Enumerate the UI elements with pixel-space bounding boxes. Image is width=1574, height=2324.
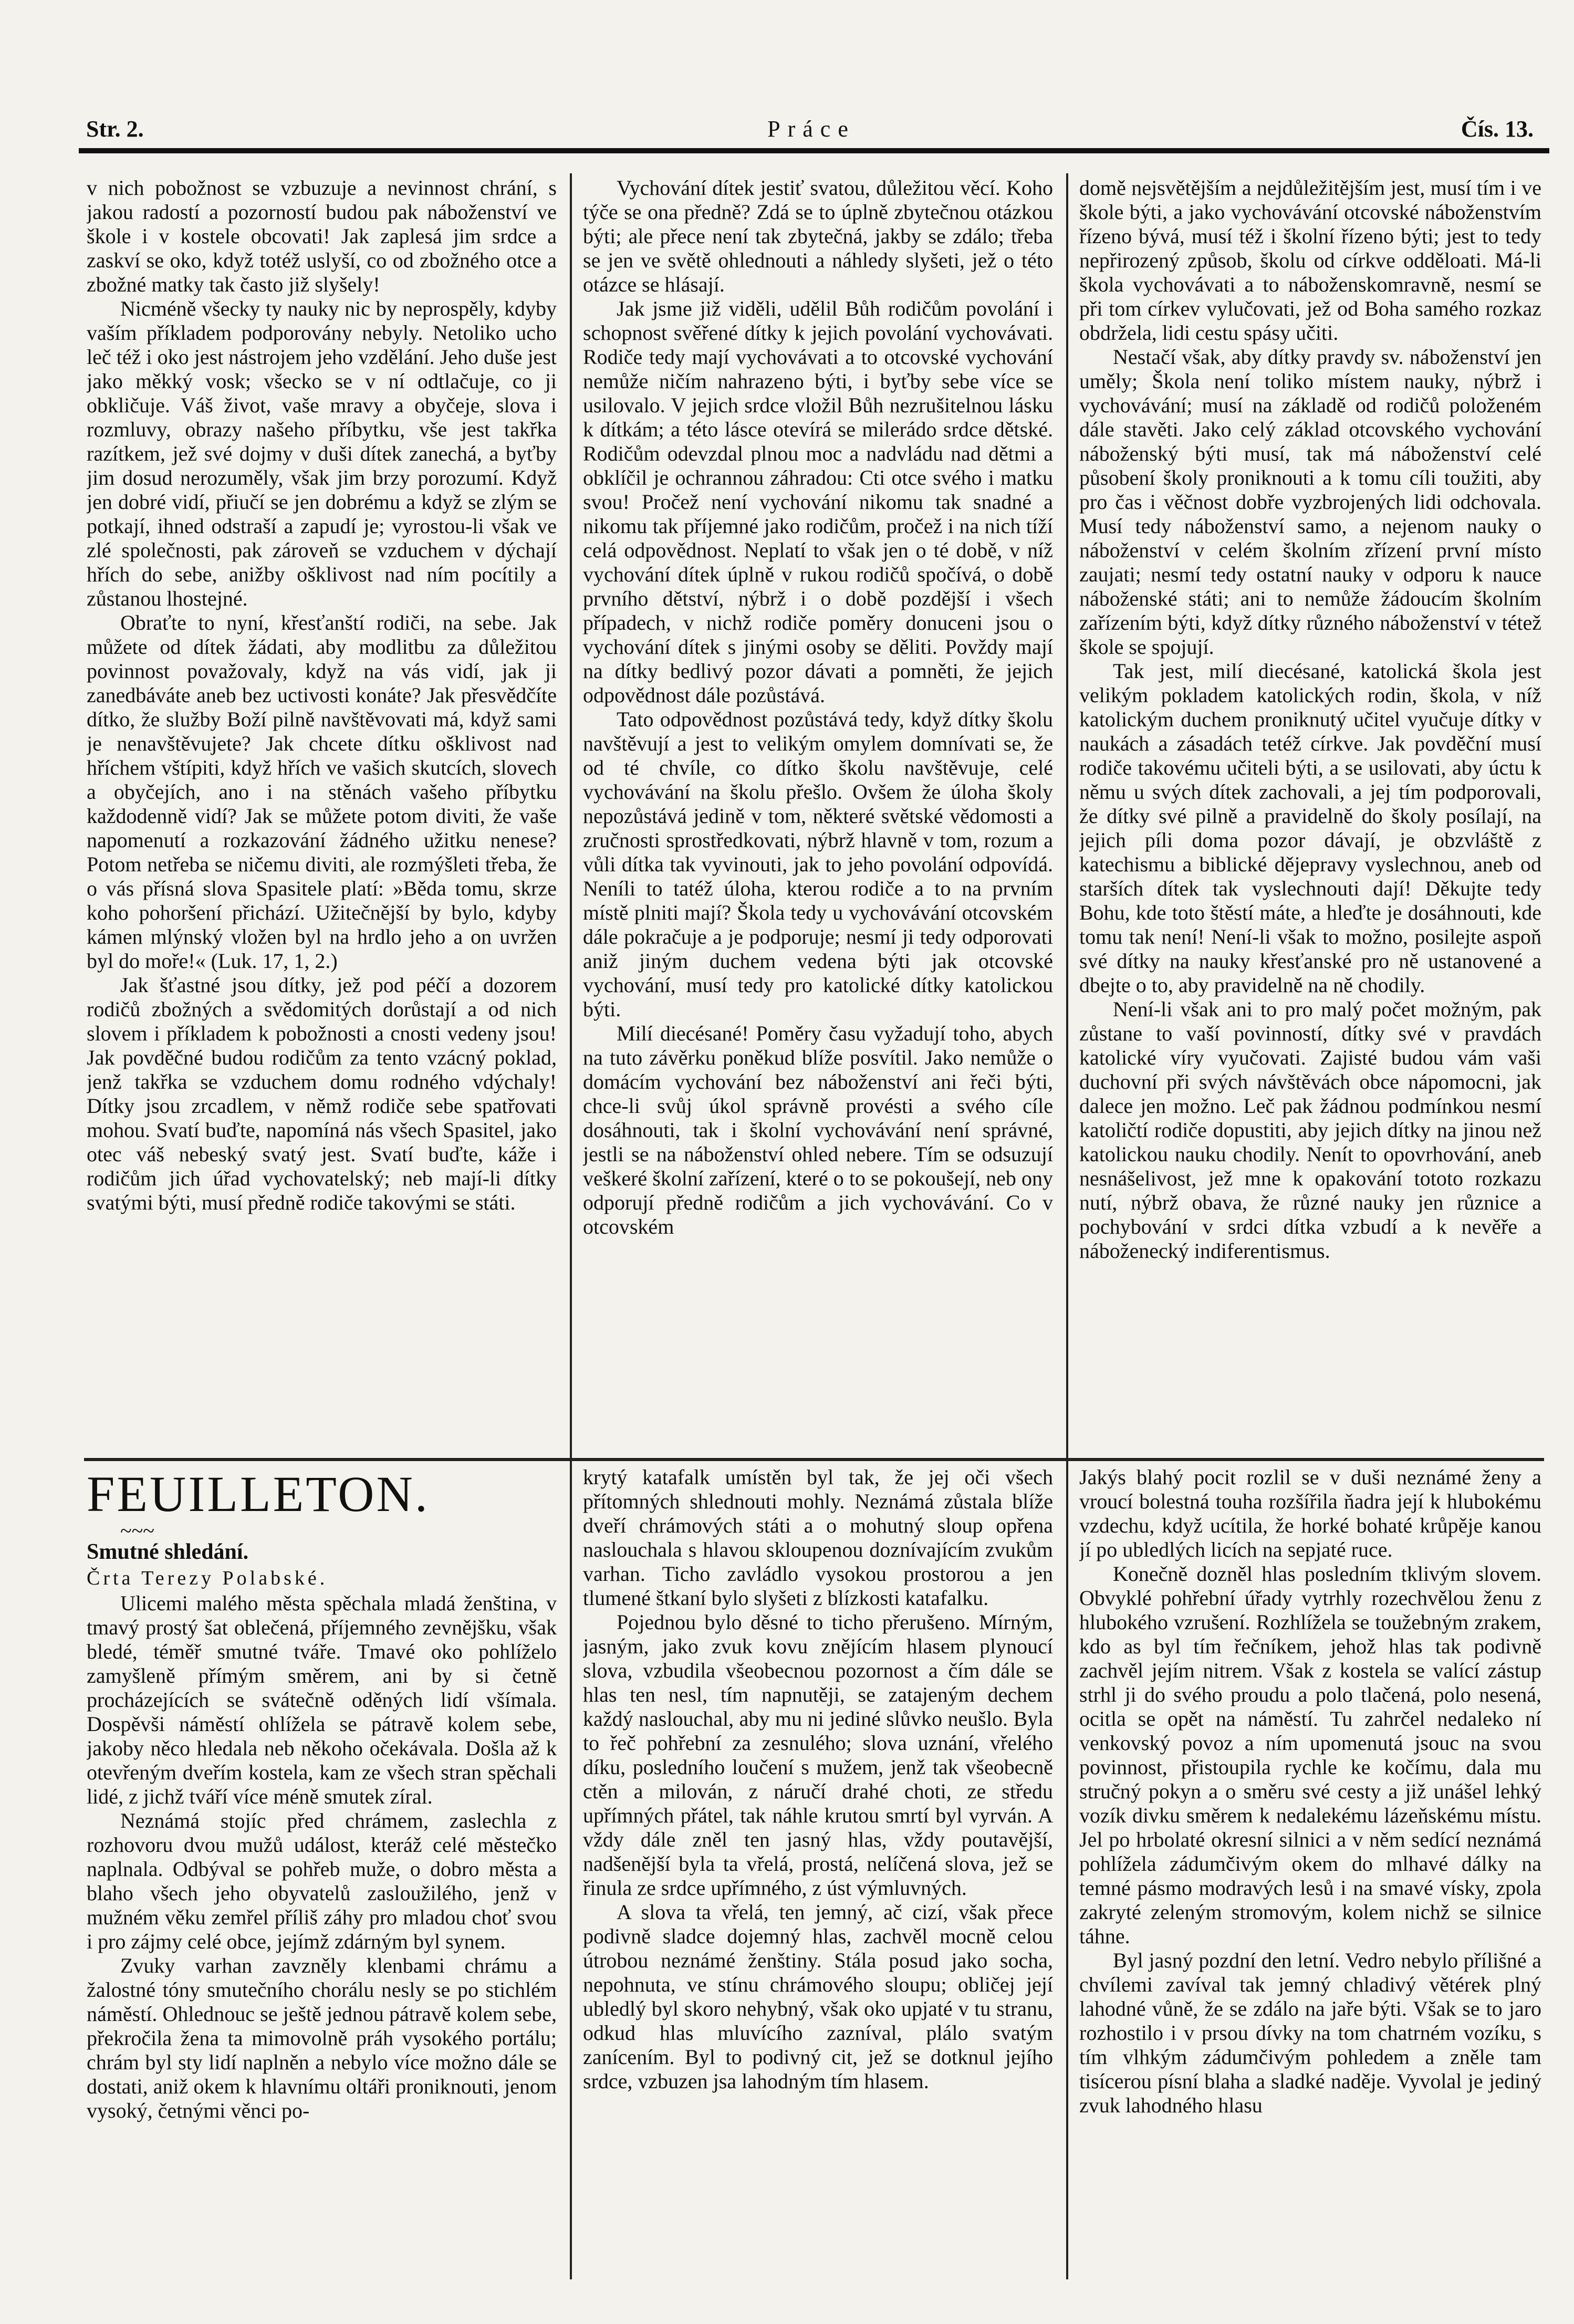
paragraph: krytý katafalk umístěn byl tak, že jej oči všech přítomných shlednouti mohly. Neznámá zůstala blíže dveří chrámových státi a o mohutný sloup opřena naslouchala s hlavou skloupenou doznívajícím zvukům varhan. Ticho zavládlo vysokou prostorou a jen tlumené štkaní bylo slyšeti z blízkosti katafalku. bbox=[583, 1465, 1053, 1610]
paragraph: Pojednou bylo děsné to ticho přerušeno. Mírným, jasným, jako zvuk kovu znějícím hlasem plynoucí slova, vzbudila všeobecnou pozornost a čím dále se hlas ten nesl, tím napnutěji, se zatajeným dechem každý naslouchal, aby mu ni jediné slůvko neušlo. Byla to řeč pohřební za zesnulého; slova uznání, vřelého díku, posledního loučení s mužem, jenž tak všeobecně ctěn a milován, z náručí drahé choti, ze středu upřímných přátel, tak náhle krutou smrtí byl vyrván. A vždy dále zněl ten jasný hlas, vždy poutavější, nadšenější byla ta vřelá, prostá, nelíčená slova, jež se řinula ze srdce upřímného, z úst výmluvných. bbox=[583, 1610, 1053, 1900]
article-column-1 bbox=[87, 176, 557, 1452]
paragraph: Jakýs blahý pocit rozlil se v duši neznámé ženy a vroucí bolestná touha rozšířila ňadra její k hlubokému vzdechu, když ucítila, že horké bohaté krůpěje kanou jí po ubledlých licích na sepjaté ruce. bbox=[1079, 1465, 1541, 1561]
feuilleton-column-1 bbox=[87, 1465, 557, 2285]
paragraph: Tato odpovědnost pozůstává tedy, když dítky školu navštěvují a jest to velikým omylem domnívati se, že od té chvíle, co dítko školu navštěvuje, celé vychovávání na školu přešlo. Ovšem že úloha školy nepozůstává jedině v tom, některé světské vědomosti a zručnosti sprostředkovati, nýbrž hlavně v tom, rozum a vůli dítka tak vyvinouti, jak to jeho povolání odpovídá. Neníli to tatéž úloha, kterou rodiče a to na prvním místě plniti mají? Škola tedy u vychovávání otcovském dále pokračuje a je podporuje; nesmí ji tedy odporovati aniž jiným duchem vedena býti jak otcovské vychování, musí tedy pro katolické dítky katolickou býti. bbox=[583, 707, 1053, 1021]
paragraph: Byl jasný pozdní den letní. Vedro nebylo přílišné a chvílemi zavíval tak jemný chladivý větérek plný lahodné vůně, že se zdálo na jaře býti. Však se to jaro rozhostilo i v prsou dívky na tom chatrném vozíku, s tím vlhkým zádumčivým pohledem a zněle tam tisícerou písní blaha a sladké naděje. Vyvolal je jediný zvuk lahodného hlasu bbox=[1079, 1948, 1541, 2117]
header-rule bbox=[79, 148, 1549, 153]
article-column-2 bbox=[583, 176, 1053, 1452]
feuilleton-column-2 bbox=[583, 1465, 1053, 2285]
paragraph: Milí diecésané! Poměry času vyžadují toho, abych na tuto závěrku poněkud blíže posvítil. Jako nemůže o domácím vychování bez náboženství ani řeči býti, chce-li svůj úkol správně provésti a svého cíle dosáhnouti, tak i školní vychovávání není správné, jestli se na náboženství ohled nebere. Tím se odsuzují veškeré školní zařízení, které o to se pokoušejí, neb ony odporují předně rodičům a jich vychovávání. Co v otcovském bbox=[583, 1022, 1053, 1238]
paragraph: Vychování dítek jestiť svatou, důležitou věcí. Koho týče se ona předně? Zdá se to úplně zbytečnou otázkou býti; ale přece není tak zbytečná, jakby se zdálo; třeba se jen ve světě ohlednouti a náhledy slyšeti, jež o této otázce se hlásají. bbox=[583, 176, 1053, 296]
story-author: Črta Terezy Polabské. bbox=[87, 1567, 328, 1589]
page-number: Str. 2. bbox=[86, 116, 144, 142]
paragraph: A slova ta vřelá, ten jemný, ač cizí, však přece podivně sladce dojemný hlas, zachvěl mocně celou útrobou neznámé ženštiny. Stála posud jako socha, nepohnuta, ve stínu chrámového sloupu; obličej její ubledlý byl skoro nehybný, však oko upjaté v tu stranu, odkud hlas mluvícího zazníval, plálo svatým zanícením. Byl to podivný cit, jež se dotknul jejího srdce, vzbuzen jsa lahodným tím hlasem. bbox=[583, 1900, 1053, 2093]
paragraph: Jak jsme již viděli, udělil Bůh rodičům povolání i schopnost svěřené dítky k jejich povolání vychovávati. Rodiče tedy mají vychovávati a to otcovské vychování nemůže ničím nahrazeno býti, i byťby sebe více se usilovalo. V jejich srdce vložil Bůh nezrušitelnou lásku k dítkám; a této lásce otevírá se milerádo srdce dětské. Rodičům odevzdal plnou moc a nadvládu nad dětmi a obklíčil je ochrannou záhradou: Cti otce svého i matku svou! Pročež není vychování nikomu tak snadné a nikomu tak příjemné jako rodičům, pročež i na nich tíží celá odpovědnost. Neplatí to však jen o té době, v níž vychování dítek úplně v rukou rodičů spočívá, o době prvního dětství, nýbrž i o době pozdější i všech případech, v nichž rodiče poměry donuceni jsou o vychování dítek s jinými osoby se děliti. Povždy mají na dítky bedlivý pozor dávati a pomněti, že jejich odpovědnost dále pozůstává. bbox=[583, 297, 1053, 707]
paragraph: Zvuky varhan zavzněly klenbami chrámu a žalostné tóny smutečního chorálu nesly se po stichlém náměstí. Ohlednouc se ještě jednou pátravě kolem sebe, překročila žena ta mimovolně práh vysokého portálu; chrám byl sty lidí naplněn a nebylo více možno dále se dostati, aniž okem k hlavnímu oltáři proniknouti, jenom vysoký, četnými věnci po- bbox=[87, 1954, 557, 2122]
column-divider-2 bbox=[1066, 173, 1068, 2279]
paragraph: Neznámá stojíc před chrámem, zaslechla z rozhovoru dvou mužů událost, kteráž celé městečko naplnala. Odbýval se pohřeb muže, o dobro města a blaho všech jeho obyvatelů zasloužilého, jenž v mužném věku zemřel příliš záhy pro mladou choť svou i pro zájmy celé obce, jejímž zdárným byl synem. bbox=[87, 1809, 557, 1953]
paragraph: Nestačí však, aby dítky pravdy sv. náboženství jen uměly; Škola není toliko místem nauky, nýbrž i vychovávání; musí na základě od rodičů položeném dále stavěti. Jako celý základ otcovského vychování náboženský býti musí, tak má náboženství celé působení školy proniknouti a k tomu cíli toužiti, aby pro čas i věčnost dobře vyzbrojených lidi odchovala. Musí tedy náboženství samo, a nejenom nauky o náboženství v celém školním zřízení první místo zaujati; nesmí tedy ostatní nauky v odporu k nauce náboženské státi; ani to nemůže žádoucím školním zařízením býti, když dítky různého náboženství v tétež škole se spojují. bbox=[1079, 345, 1541, 659]
paragraph: Nicméně všecky ty nauky nic by neprospěly, kdyby vaším příkladem podporovány nebyly. Netoliko ucho leč též i oko jest nástrojem jeho vzdělání. Jeho duše jest jako měkký vosk; všecko se v ní odtlačuje, co ji obkličuje. Váš život, vaše mravy a obyčeje, slova i rozmluvy, obrazy našeho příbytku, vše jest takřka razítkem, jež své dojmy v duši dítek zanechá, a byťby jim dosud nerozuměly, však jim brzy porozumí. Když jen dobré vidí, přiučí se jen dobrému a když se zlým se potkají, ihned odstraší a zapudí je; vyrostou-li však ve zlé společnosti, pak zároveň se vzduchem v dýchají hřích do sebe, anižby ošklivost nad ním pocítily a zůstanou lhostejné. bbox=[87, 297, 557, 610]
paragraph: Tak jest, milí diecésané, katolická škola jest velikým pokladem katolických rodin, škola, v níž katolickým duchem proniknutý učitel vyučuje dítky v naukách a zásadách tetéž církve. Jak povděční musí rodiče takovému učiteli býti, a se usilovati, aby úctu k němu u svých dítek zachovali, a jej tím podporovali, že dítky své pilně a pravidelně do školy posílají, na jejich píli doma pozor dávají, je obzvláště z katechismu a biblické dějepravy vyslechnou, aneb od starších dítek tak vyslechnouti dají! Děkujte tedy Bohu, kde toto štěstí máte, a hleďte je dosáhnouti, kde tomu tak není! Není-li však to možno, posilejte aspoň své dítky na nauky křesťanské pro ně ustanovené a dbejte o to, aby pravidelně na ně chodily. bbox=[1079, 659, 1541, 997]
paragraph: Jak šťastné jsou dítky, jež pod péčí a dozorem rodičů zbožných a svědomitých dorůstají a od nich slovem i příkladem k pobožnosti a cnosti vedeny jsou! Jak povděčné budou rodičům za tento vzácný poklad, jenž takřka se vzduchem domu rodného vdýchaly! Dítky jsou zrcadlem, v němž rodiče sebe spatřovati mohou. Svatí buďte, napomíná nás všech Spasitel, jako otec váš nebeský svatý jest. Svatí buďte, káže i rodičům jich úřad vychovatelský; neb mají-li dítky svatými býti, musí předně rodiče takovými se státi. bbox=[87, 973, 557, 1214]
paragraph: domě nejsvětějším a nejdůležitějším jest, musí tím i ve škole býti, a jako vychovávání otcovské náboženstvím řízeno bývá, musí též i školní řízeno býti; jest to tedy nepřirozený způsob, školu od církve odděloati. Má-li škola vychovávati a to náboženskomravně, nesmí se při tom církev vylučovati, jež od Boha samého rozkaz obdržela, lidi cestu spásy učiti. bbox=[1079, 176, 1541, 345]
ornament-divider: ~~~ bbox=[120, 1519, 154, 1543]
paragraph: Obraťte to nyní, křesťanští rodiči, na sebe. Jak můžete od dítek žádati, aby modlitbu za důležitou povinnost považovaly, když na vás vidí, jak ji zanedbáváte aneb bez uctivosti konáte? Jak přesvědčíte dítko, že služby Boží pilně navštěvovati má, když sami je nenavštěvujete? Jak chcete dítku ošklivost nad hříchem vštípiti, když hřích ve vašich skutcích, slovech a obyčejích, ano i na stěnách vašeho příbytku každodenně vidí? Jak se můžete potom diviti, že vaše napomenutí a rozkazování žádného užitku nenese? Potom netřeba se ničemu diviti, ale rozmýšleti třeba, že o vás přísná slova Spasitele platí: »Běda tomu, skrze koho pohoršení přichází. Užitečnější by bylo, kdyby kámen mlýnský vložen byl na hrdlo jeho a on uvržen byl do moře!« (Luk. 17, 1, 2.) bbox=[87, 611, 557, 973]
paragraph: v nich pobožnost se vzbuzuje a nevinnost chrání, s jakou radostí a pozorností budou pak náboženství ve škole i v kostele obcovati! Jak zaplesá jim srdce a zaskví se oko, když totéž uslyší, co od zbožného otce a zbožné matky tak často již slyšely! bbox=[87, 176, 557, 296]
paragraph: Ulicemi malého města spěchala mladá ženština, v tmavý prostý šat oblečená, příjemného zevnějšku, však bledé, téměř smutné tváře. Tmavé oko pohlíželo zamyšleně přímým směrem, ani by si četně procházejících se svátečně oděných lidí všímala. Dospěvši náměstí ohlížela se pátravě kolem sebe, jakoby něco hledala neb někoho očekávala. Došla až k otevřeným dveřím kostela, kam ze všech stran spěchali lidé, z jichž tváří více méně smutek zíral. bbox=[87, 1591, 557, 1808]
story-title: Smutné shledání. bbox=[87, 1540, 249, 1564]
paragraph: Není-li však ani to pro malý počet možným, pak zůstane to vaší povinností, dítky své v pravdách katolické víry vyučovati. Zajisté budou vám vaši duchovní při svých návštěvách obce nápomocni, jak dalece jen možno. Leč pak žádnou podmínkou nesmí katoličtí rodiče dopustiti, aby jejich dítky na jinou než katolickou nauku chodily. Nenít to opovrhování, aneb nesnášelivost, jež mne k opakování tototo rozkazu nutí, nýbrž obava, že různé nauky jen různice a pochybování v srdci dítka vzbudí a k nevěře a náboženecký indiferentismus. bbox=[1079, 997, 1541, 1263]
column-divider-1 bbox=[570, 173, 572, 2279]
feuilleton-column-3 bbox=[1079, 1465, 1541, 2285]
article-column-3 bbox=[1079, 176, 1541, 1452]
feuilleton-heading: FEUILLETON. bbox=[87, 1466, 430, 1522]
issue-number: Čís. 13. bbox=[1461, 116, 1534, 142]
newspaper-title: Práce bbox=[767, 116, 856, 142]
feuilleton-separator bbox=[84, 1458, 1544, 1461]
paragraph: Konečně dozněl hlas posledním tklivým slovem. Obvyklé pohřební úřady vytrhly rozechvělou ženu z hlubokého vzrušení. Rozhlížela se toužebným zrakem, kdo as byl tím řečníkem, jehož hlas tak podivně zachvěl jejím nitrem. Však z kostela se valící zástup strhl ji do svého proudu a polo tlačená, polo nesená, ocitla se opět na náměstí. Tu zahrčel nedaleko ní venkovský povoz a ním upomenutá jsouc na svou povinnost, přistoupila rychle ke kočímu, dala mu stručný pokyn a o směru své cesty a již unášel lehký vozík divku směrem k nedalekému lázeňskému místu. Jel po hrbolaté okresní silnici a v něm sedící neznámá pohlížela zádumčivým okem do mlhavé dálky na temné pásmo modravých lesů i na smavé vísky, zpola zakryté zeleným stromovým, kolem nichž se silnice táhne. bbox=[1079, 1562, 1541, 1948]
